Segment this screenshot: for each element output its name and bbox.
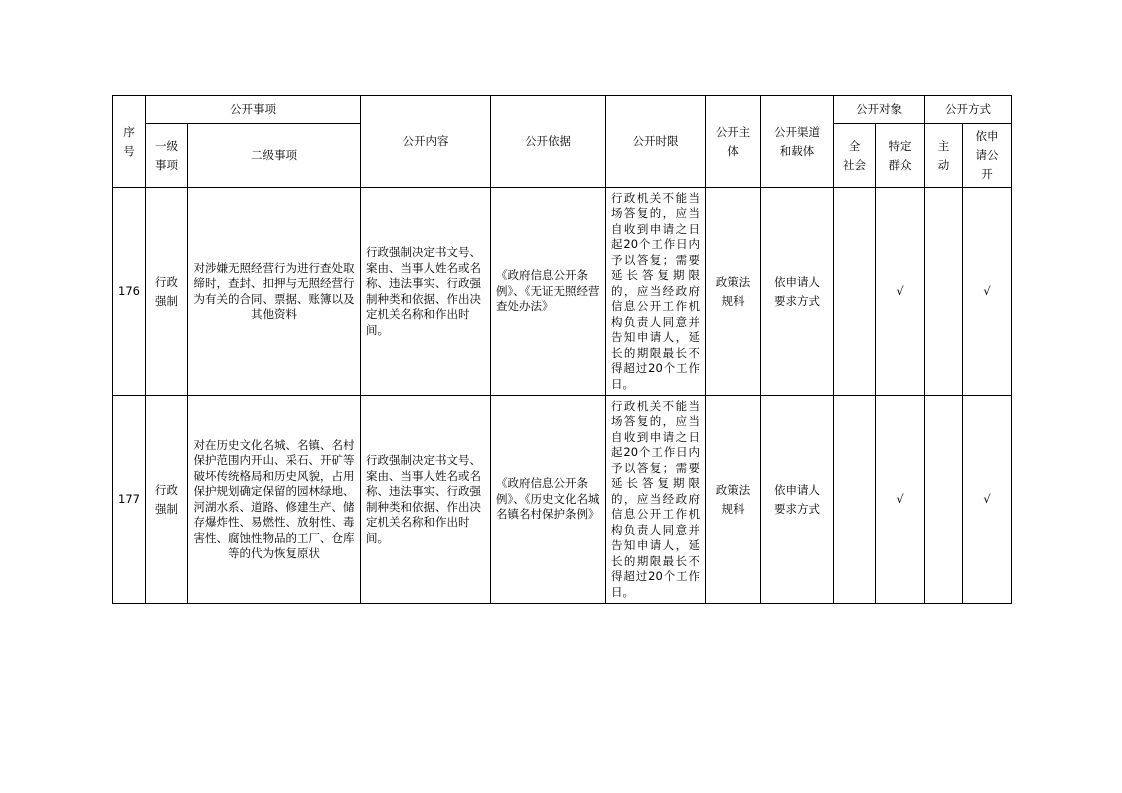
cell-content (361, 188, 491, 396)
cell-method-request: √ (963, 396, 1012, 604)
cell-level1 (146, 396, 188, 604)
header-audience-all (834, 124, 876, 188)
header-method-request (963, 124, 1012, 188)
header-method-active (925, 124, 963, 188)
header-channel (761, 96, 834, 188)
cell-time-limit-text: 行政机关不能当场答复的，应当自收到申请之日起20个工作日内予以答复；需要延长答复期限的，应当经政府信息公开工作机构负责人同意并告知申请人，延长的期限最长不得超过20个工作日。 (611, 398, 700, 599)
header-channel-line2: 和载体 (779, 143, 815, 158)
cell-level1-line2: 强制 (155, 293, 178, 308)
header-subject (706, 96, 761, 188)
header-method-request-line3: 开 (981, 167, 993, 181)
header-subject-line1: 公开主 (715, 124, 751, 139)
cell-content-text: 行政强制决定书文号、案由、当事人姓名或名称、违法事实、行政强制种类和依据、作出决定机关名称和作出时间。 (366, 453, 481, 545)
header-audience-specific-line1: 特定 (888, 138, 912, 153)
cell-channel-line1: 依申请人 (774, 482, 820, 497)
cell-seq: 176 (113, 188, 146, 396)
cell-level1-line1: 行政 (155, 482, 178, 497)
header-audience-all-line1: 全 (848, 138, 861, 153)
header-level1-line2: 事项 (155, 157, 178, 172)
cell-method-active (925, 188, 963, 396)
header-audience-specific (876, 124, 925, 188)
cell-subject-line2: 规科 (721, 293, 745, 308)
header-time-limit: 公开时限 (606, 96, 706, 188)
disclosure-table (112, 95, 1012, 604)
header-method-request-line2: 请公 (975, 148, 999, 162)
table-row (113, 396, 1012, 604)
cell-subject (706, 396, 761, 604)
cell-audience-specific: √ (876, 396, 925, 604)
header-method-request-line1: 依申 (975, 129, 999, 143)
header-method-active-line1: 主 (937, 138, 950, 153)
header-level1 (146, 124, 188, 188)
cell-level1 (146, 188, 188, 396)
cell-seq: 177 (113, 396, 146, 604)
header-method-active-line2: 动 (937, 157, 950, 172)
cell-level2-text: 对涉嫌无照经营行为进行查处取缔时，查封、扣押与无照经营行为有关的合同、票据、账簿以及其他资料 (193, 260, 355, 321)
header-audience-specific-line2: 群众 (888, 157, 912, 172)
cell-time-limit (606, 396, 706, 604)
header-seq-line1: 序 (123, 124, 135, 139)
cell-level2 (188, 188, 361, 396)
header-level1-line1: 一级 (155, 138, 178, 153)
cell-level2-text: 对在历史文化名城、名镇、名村保护范围内开山、采石、开矿等破坏传统格局和历史风貌，占用保护规划确定保留的园林绿地、河湖水系、道路、修建生产、储存爆炸性、易燃性、放射性、毒害性、腐蚀性物品的工厂、仓库等的代为恢复原状 (193, 437, 355, 560)
header-audience-group: 公开对象 (834, 96, 925, 124)
cell-content-text: 行政强制决定书文号、案由、当事人姓名或名称、违法事实、行政强制种类和依据、作出决定机关名称和作出时间。 (366, 245, 481, 337)
cell-channel-line1: 依申请人 (774, 274, 820, 289)
cell-audience-specific: √ (876, 188, 925, 396)
cell-time-limit (606, 188, 706, 396)
cell-subject (706, 188, 761, 396)
header-subject-line2: 体 (727, 143, 739, 158)
header-audience-all-line2: 社会 (843, 157, 866, 172)
cell-time-limit-text: 行政机关不能当场答复的，应当自收到申请之日起20个工作日内予以答复；需要延长答复期限的，应当经政府信息公开工作机构负责人同意并告知申请人，延长的期限最长不得超过20个工作日。 (611, 190, 700, 391)
cell-channel (761, 396, 834, 604)
cell-level1-line1: 行政 (155, 274, 178, 289)
header-channel-line1: 公开渠道 (774, 124, 820, 139)
cell-level1-line2: 强制 (155, 501, 178, 516)
header-seq-line2: 号 (123, 143, 135, 158)
table-row (113, 188, 1012, 396)
header-seq (113, 96, 146, 188)
cell-level2 (188, 396, 361, 604)
cell-subject-line2: 规科 (721, 501, 745, 516)
cell-method-request: √ (963, 188, 1012, 396)
cell-audience-all (834, 396, 876, 604)
cell-subject-line1: 政策法 (715, 274, 751, 289)
cell-audience-all (834, 188, 876, 396)
header-items-group: 公开事项 (146, 96, 361, 124)
cell-basis (491, 396, 606, 604)
header-basis: 公开依据 (491, 96, 606, 188)
header-level2: 二级事项 (188, 124, 361, 188)
cell-channel (761, 188, 834, 396)
header-content: 公开内容 (361, 96, 491, 188)
cell-basis (491, 188, 606, 396)
cell-basis-text: 《政府信息公开条例》、《无证无照经营查处办法》 (496, 268, 600, 314)
cell-channel-line2: 要求方式 (774, 501, 820, 516)
cell-basis-text: 《政府信息公开条例》、《历史文化名城名镇名村保护条例》 (496, 476, 600, 522)
cell-channel-line2: 要求方式 (774, 293, 820, 308)
cell-content (361, 396, 491, 604)
cell-method-active (925, 396, 963, 604)
cell-subject-line1: 政策法 (715, 482, 751, 497)
header-method-group: 公开方式 (925, 96, 1012, 124)
header-row-top (113, 96, 1012, 124)
